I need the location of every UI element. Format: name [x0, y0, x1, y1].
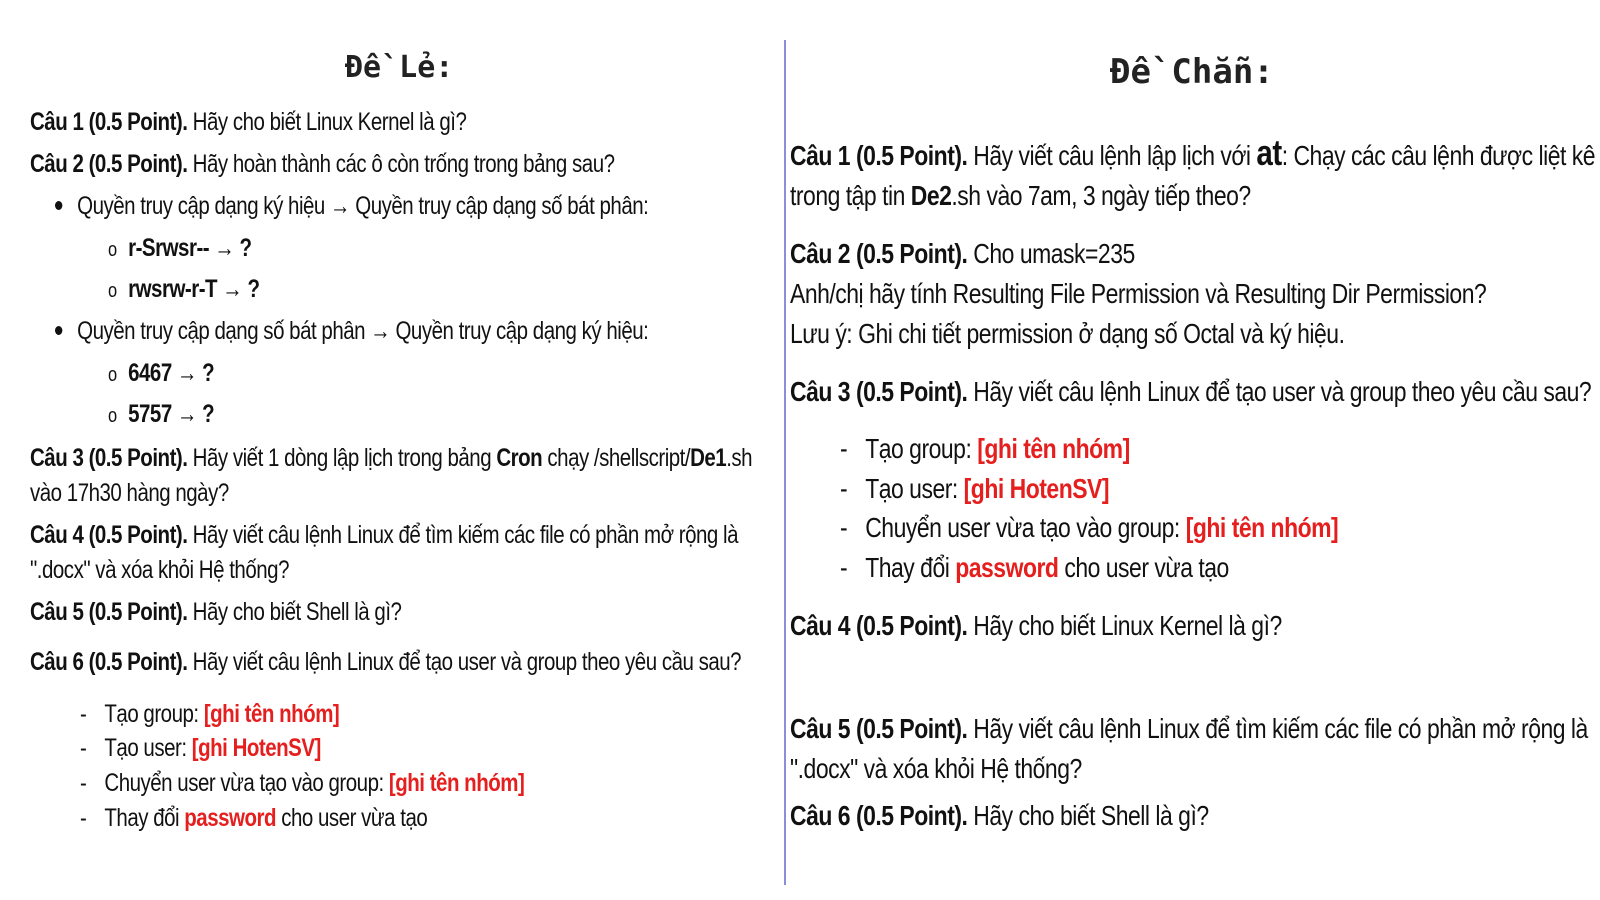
left-q2-sub-3 [108, 359, 214, 388]
left-q4-line2: ".docx" và xóa khỏi Hệ thống? [30, 556, 289, 584]
left-q1-text: Hãy cho biết Linux Kernel là gì? [187, 108, 467, 136]
left-q2-bullet-1 [55, 192, 648, 221]
left-q5 [30, 598, 401, 627]
column-divider [784, 40, 786, 885]
left-q3 [30, 444, 752, 473]
q-text: Hãy viết câu lệnh Linux để tạo user và group theo yêu cầu sau? [967, 376, 1592, 407]
circle-bullet-icon: o [108, 405, 117, 427]
q-text: Cho umask=235 [967, 238, 1135, 269]
right-q3-label: Câu 3 (0.5 Point). [790, 376, 968, 407]
q-text: .sh vào 7am, 3 ngày tiếp theo? [951, 180, 1251, 211]
dash-icon: - [80, 769, 87, 797]
bullet-icon [55, 326, 62, 335]
bullet-icon [55, 201, 62, 210]
q-text: Hãy viết câu lệnh lập lịch với [967, 140, 1257, 171]
q-text: : Chạy các câu lệnh được liệt kê [1281, 140, 1596, 171]
left-title: Đề Lẻ: [345, 50, 454, 85]
dash-icon: - [80, 700, 87, 728]
left-q3-label: Câu 3 (0.5 Point). [30, 444, 188, 472]
left-q2-bullet-2 [55, 317, 648, 346]
circle-bullet-icon: o [108, 364, 117, 386]
right-exam-column [790, 0, 1596, 900]
dash-icon: - [840, 512, 848, 543]
item-text: Thay đổi [104, 804, 185, 832]
placeholder-red: [ghi tên nhóm] [1185, 512, 1339, 543]
left-q5-label: Câu 5 (0.5 Point). [30, 598, 188, 626]
right-q2-line3: Lưu ý: Ghi chi tiết permission ở dạng số Octal và ký hiệu. [790, 318, 1345, 349]
placeholder-red: [ghi HotenSV] [963, 473, 1110, 504]
bullet-text: Quyền truy cập dạng ký hiệu → Quyền truy cập dạng số bát phân: [77, 192, 649, 220]
dash-icon: - [840, 473, 848, 504]
password-red: password [955, 552, 1059, 583]
right-q3 [790, 376, 1591, 408]
dash-icon: - [80, 734, 87, 762]
de2-keyword: De2 [910, 180, 952, 211]
sub-item-text: r-Srwsr-- → ? [128, 234, 252, 262]
left-q1 [30, 108, 466, 137]
q-text: .sh [726, 444, 753, 472]
sub-item-text: rwsrw-r-T → ? [128, 275, 260, 303]
right-q6 [790, 800, 1209, 832]
circle-bullet-icon: o [108, 239, 117, 261]
right-q5-line2: ".docx" và xóa khỏi Hệ thống? [790, 753, 1082, 784]
right-q1-label: Câu 1 (0.5 Point). [790, 140, 968, 171]
right-q2-label: Câu 2 (0.5 Point). [790, 238, 968, 269]
right-q4-label: Câu 4 (0.5 Point). [790, 610, 968, 641]
dash-icon: - [840, 433, 848, 464]
de1-keyword: De1 [690, 444, 727, 472]
left-q4 [30, 521, 738, 550]
right-q2 [790, 238, 1135, 270]
sub-item-text: 6467 → ? [128, 359, 215, 387]
item-text: Chuyển user vừa tạo vào group: [104, 769, 389, 797]
left-q6-item [80, 769, 524, 798]
left-q2-sub-2 [108, 275, 260, 304]
left-q2-sub-1 [108, 234, 252, 263]
q-text: Hãy viết câu lệnh Linux để tạo user và group theo yêu cầu sau? [187, 648, 742, 676]
right-q5-label: Câu 5 (0.5 Point). [790, 713, 968, 744]
q-text: Hãy cho biết Shell là gì? [967, 800, 1209, 831]
q-text: Hãy viết câu lệnh Linux để tìm kiếm các file có phần mở rộng là [187, 521, 738, 549]
q-text: Hãy viết 1 dòng lập lịch trong bảng [187, 444, 497, 472]
placeholder-red: [ghi HotenSV] [191, 734, 321, 762]
left-q6-item [80, 734, 321, 763]
left-q6-item [80, 804, 427, 833]
right-q5 [790, 713, 1588, 745]
q-text: chạy /shellscript/ [542, 444, 691, 472]
item-text: Chuyển user vừa tạo vào group: [865, 512, 1186, 543]
right-q2-line2: Anh/chị hãy tính Resulting File Permission và Resulting Dir Permission? [790, 278, 1487, 309]
password-red: password [184, 804, 277, 832]
bullet-text: Quyền truy cập dạng số bát phân → Quyền truy cập dạng ký hiệu: [77, 317, 649, 345]
right-q1-line2 [790, 180, 1251, 212]
left-q4-label: Câu 4 (0.5 Point). [30, 521, 188, 549]
item-text: cho user vừa tạo [276, 804, 428, 832]
right-q4 [790, 610, 1282, 642]
placeholder-red: [ghi tên nhóm] [388, 769, 525, 797]
q-text: Hãy cho biết Shell là gì? [187, 598, 402, 626]
item-text: Tạo group: [865, 433, 978, 464]
item-text: cho user vừa tạo [1058, 552, 1229, 583]
right-q3-item [840, 512, 1338, 544]
left-exam-column [0, 0, 780, 900]
right-q3-item [840, 552, 1229, 584]
right-q1 [790, 132, 1595, 174]
dash-icon: - [80, 804, 87, 832]
left-q2-text: Hãy hoàn thành các ô còn trống trong bảng sau? [187, 150, 615, 178]
cron-keyword: Cron [496, 444, 543, 472]
right-q3-item [840, 433, 1130, 465]
placeholder-red: [ghi tên nhóm] [203, 700, 340, 728]
item-text: Thay đổi [865, 552, 956, 583]
item-text: Tạo group: [104, 700, 204, 728]
q-text: trong tập tin [790, 180, 911, 211]
left-q6 [30, 648, 741, 677]
left-q2-sub-4 [108, 400, 214, 429]
at-keyword: at [1256, 132, 1282, 173]
left-q2 [30, 150, 615, 179]
left-q6-item [80, 700, 339, 729]
left-q2-label: Câu 2 (0.5 Point). [30, 150, 188, 178]
right-q3-item [840, 473, 1109, 505]
placeholder-red: [ghi tên nhóm] [977, 433, 1130, 464]
item-text: Tạo user: [104, 734, 192, 762]
left-q1-label: Câu 1 (0.5 Point). [30, 108, 188, 136]
q-text: Hãy viết câu lệnh Linux để tìm kiếm các file có phần mở rộng là [967, 713, 1588, 744]
right-q6-label: Câu 6 (0.5 Point). [790, 800, 968, 831]
right-title: Đề Chẵn: [1110, 52, 1274, 92]
dash-icon: - [840, 552, 848, 583]
left-q3-line2: vào 17h30 hàng ngày? [30, 479, 229, 507]
left-q6-label: Câu 6 (0.5 Point). [30, 648, 188, 676]
sub-item-text: 5757 → ? [128, 400, 215, 428]
item-text: Tạo user: [865, 473, 964, 504]
circle-bullet-icon: o [108, 280, 117, 302]
q-text: Hãy cho biết Linux Kernel là gì? [967, 610, 1282, 641]
